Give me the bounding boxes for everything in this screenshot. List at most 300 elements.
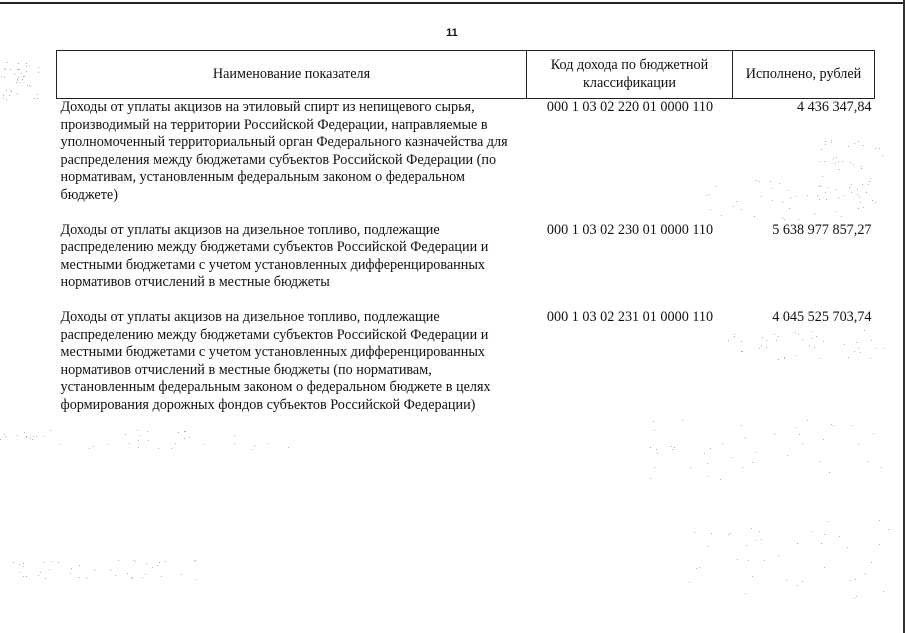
scan-speck: [115, 575, 116, 576]
scan-speck: [185, 431, 186, 432]
scan-speck: [858, 208, 859, 209]
scan-speck: [820, 358, 821, 359]
scan-speck: [829, 472, 830, 473]
scan-speck: [4, 69, 5, 70]
scan-speck: [710, 209, 711, 210]
scan-speck: [267, 443, 268, 444]
scan-speck: [863, 207, 864, 208]
scan-speck: [9, 95, 10, 96]
scan-speck: [836, 189, 837, 190]
scan-speck: [879, 148, 880, 149]
scan-speck: [107, 444, 108, 445]
scan-speck: [650, 478, 651, 479]
scan-speck: [19, 69, 20, 70]
scan-speck: [234, 443, 235, 444]
scan-speck: [30, 86, 31, 87]
header-name: Наименование показателя: [57, 51, 527, 99]
scan-speck: [171, 448, 172, 449]
header-code: Код дохода по бюджетной классификации: [527, 51, 733, 99]
scan-speck: [706, 195, 707, 196]
scan-speck: [774, 434, 775, 435]
scan-speck: [851, 192, 852, 193]
scan-speck: [132, 578, 133, 579]
scan-speck: [18, 63, 19, 64]
scan-speck: [761, 345, 762, 346]
scan-speck: [752, 462, 753, 463]
scan-speck: [131, 577, 132, 578]
scan-speck: [741, 425, 742, 426]
scan-speck: [728, 340, 729, 341]
scan-speck: [835, 211, 836, 212]
scan-speck: [707, 546, 708, 547]
scan-speck: [759, 531, 760, 532]
scan-speck: [18, 77, 19, 78]
scan-speck: [14, 74, 15, 75]
scan-speck: [778, 555, 779, 556]
scan-speck: [133, 560, 134, 561]
scan-speck: [32, 439, 33, 440]
scan-speck: [807, 195, 808, 196]
scan-speck: [654, 430, 655, 431]
scan-speck: [858, 444, 859, 445]
scan-speck: [833, 158, 834, 159]
scan-speck: [79, 577, 80, 578]
scan-speck: [746, 545, 747, 546]
scan-speck: [720, 479, 721, 480]
scan-speck: [23, 566, 24, 567]
scan-speck: [861, 168, 862, 169]
scan-speck: [836, 157, 837, 158]
scan-speck: [165, 561, 166, 562]
scan-speck: [93, 446, 94, 447]
scan-speck: [831, 424, 832, 425]
table-row: [57, 222, 875, 309]
scan-speck: [883, 591, 884, 592]
row-code: 000 1 03 02 230 01 0000 110: [546, 221, 714, 238]
scan-speck: [861, 166, 862, 167]
scan-speck: [787, 190, 788, 191]
scan-speck: [838, 161, 839, 162]
scan-speck: [26, 71, 27, 72]
scan-speck: [19, 82, 20, 83]
scan-speck: [824, 161, 825, 162]
scan-speck: [694, 532, 695, 533]
scan-speck: [809, 345, 810, 346]
scan-speck: [138, 440, 139, 441]
scan-speck: [3, 95, 4, 96]
scan-speck: [184, 438, 185, 439]
scan-speck: [696, 568, 697, 569]
scan-speck: [734, 336, 735, 337]
scan-speck: [848, 146, 849, 147]
scan-speck: [23, 563, 24, 564]
scan-speck: [774, 334, 775, 335]
scan-speck: [139, 435, 140, 436]
scan-speck: [37, 94, 38, 95]
scan-top-border: [0, 2, 905, 4]
table-header-row: [57, 51, 875, 99]
scan-speck: [671, 446, 672, 447]
row-code: 000 1 03 02 231 01 0000 110: [546, 308, 714, 325]
scan-speck: [797, 543, 798, 544]
scan-speck: [110, 570, 111, 571]
scan-speck: [790, 197, 791, 198]
scan-speck: [782, 218, 783, 219]
scan-speck: [759, 181, 760, 182]
scan-speck: [158, 448, 159, 449]
scan-speck: [10, 69, 11, 70]
scan-speck: [138, 447, 139, 448]
row-name: Доходы от уплаты акцизов на дизельное топливо, подлежащие распределению между бюджетами субъектов Российской Федерации и местными бюджетами с учетом установленных дифференцированных нормативов отчислений в местные бюджеты: [60, 221, 489, 291]
scan-speck: [814, 213, 815, 214]
scan-speck: [699, 567, 700, 568]
scan-speck: [732, 457, 733, 458]
scan-speck: [178, 432, 179, 433]
scan-speck: [17, 79, 18, 80]
scan-speck: [842, 161, 843, 162]
income-table: [56, 50, 875, 432]
scan-speck: [879, 544, 880, 545]
scan-speck: [194, 561, 195, 562]
scan-speck: [79, 565, 80, 566]
scan-speck: [759, 348, 760, 349]
scan-speck: [859, 196, 860, 197]
scan-speck: [17, 93, 18, 94]
scan-speck: [766, 340, 767, 341]
scan-speck: [776, 340, 777, 341]
scan-speck: [761, 539, 762, 540]
scan-speck: [161, 576, 162, 577]
scan-speck: [10, 90, 11, 91]
scan-speck: [824, 567, 825, 568]
scan-speck: [867, 461, 868, 462]
scan-speck: [36, 436, 37, 437]
scan-speck: [22, 79, 23, 80]
scan-speck: [118, 560, 119, 561]
scan-speck: [711, 533, 712, 534]
scan-speck: [871, 340, 872, 341]
scan-speck: [204, 444, 205, 445]
scan-speck: [86, 578, 87, 579]
scan-speck: [772, 200, 773, 201]
scan-speck: [798, 219, 799, 220]
scan-speck: [728, 534, 729, 535]
scan-speck: [888, 529, 889, 530]
scan-speck: [784, 219, 785, 220]
scan-speck: [863, 145, 864, 146]
scan-speck: [838, 197, 839, 198]
scan-speck: [766, 347, 767, 348]
scan-speck: [49, 569, 50, 570]
scan-speck: [799, 434, 800, 435]
row-amount: 5 638 977 857,27: [772, 221, 872, 238]
scan-speck: [858, 348, 859, 349]
scan-speck: [742, 351, 743, 352]
scan-speck: [94, 570, 95, 571]
scan-speck: [770, 181, 771, 182]
scan-speck: [821, 543, 822, 544]
scan-speck: [58, 562, 59, 563]
scan-speck: [851, 425, 852, 426]
scan-speck: [850, 162, 851, 163]
scan-speck: [820, 161, 821, 162]
scan-speck: [865, 573, 866, 574]
scan-speck: [764, 560, 765, 561]
scan-speck: [862, 184, 863, 185]
scan-speck: [817, 195, 818, 196]
scan-speck: [709, 194, 710, 195]
scan-speck: [125, 434, 126, 435]
scan-speck: [5, 436, 6, 437]
scan-speck: [730, 533, 731, 534]
scan-speck: [234, 435, 235, 436]
scan-speck: [811, 331, 812, 332]
scan-speck: [734, 334, 735, 335]
scan-speck: [722, 443, 723, 444]
scan-speck: [812, 531, 813, 532]
scan-speck: [18, 69, 19, 70]
scan-speck: [689, 582, 690, 583]
scan-speck: [0, 439, 1, 440]
scan-speck: [802, 443, 803, 444]
scan-speck: [195, 560, 196, 561]
scan-speck: [674, 447, 675, 448]
scan-speck: [653, 421, 654, 422]
scan-speck: [864, 330, 865, 331]
scan-speck: [823, 341, 824, 342]
scan-speck: [17, 80, 18, 81]
scan-speck: [873, 433, 874, 434]
scan-speck: [6, 99, 7, 100]
scan-speck: [860, 352, 861, 353]
scan-speck: [761, 196, 762, 197]
scan-speck: [853, 164, 854, 165]
scan-speck: [841, 216, 842, 217]
scan-speck: [50, 430, 51, 431]
scan-speck: [826, 199, 827, 200]
scan-speck: [866, 192, 867, 193]
scan-speck: [825, 144, 826, 145]
scan-speck: [762, 337, 763, 338]
scan-speck: [827, 521, 828, 522]
scan-speck: [60, 444, 61, 445]
scan-speck: [24, 76, 25, 77]
scan-speck: [19, 572, 20, 573]
scan-speck: [816, 336, 817, 337]
scan-speck: [38, 67, 39, 68]
scan-speck: [742, 467, 743, 468]
scan-speck: [129, 443, 130, 444]
scan-speck: [848, 357, 849, 358]
scan-speck: [851, 184, 852, 185]
scan-speck: [5, 68, 6, 69]
table-row: [57, 309, 875, 432]
scan-speck: [818, 186, 819, 187]
scan-speck: [870, 178, 871, 179]
table-row: [57, 99, 875, 222]
row-name: Доходы от уплаты акцизов на этиловый спирт из непищевого сырья, производимый на территории Российской Федерации, направляемые в уполномоченный территориальный орган Федерального казначейства для распределения между бюджетами субъектов Российской Федерации (по нормативам, установленным федеральным законом о федеральном бюджете): [60, 99, 508, 203]
scan-speck: [779, 183, 780, 184]
scan-speck: [784, 357, 785, 358]
scan-speck: [690, 467, 691, 468]
scan-speck: [755, 540, 756, 541]
scan-speck: [45, 578, 46, 579]
scan-speck: [657, 453, 658, 454]
scan-speck: [71, 568, 72, 569]
scan-speck: [857, 189, 858, 190]
scan-speck: [828, 187, 829, 188]
scan-speck: [6, 90, 7, 91]
scan-speck: [16, 82, 17, 83]
scan-speck: [733, 206, 734, 207]
scan-speck: [4, 434, 5, 435]
scan-speck: [823, 439, 824, 440]
scan-speck: [27, 85, 28, 86]
scan-speck: [751, 528, 752, 529]
scan-speck: [3, 97, 4, 98]
scan-speck: [782, 202, 783, 203]
scan-speck: [21, 73, 22, 74]
scan-speck: [24, 432, 25, 433]
scan-speck: [843, 195, 844, 196]
scan-speck: [656, 449, 657, 450]
scan-speck: [825, 192, 826, 193]
scan-speck: [839, 169, 840, 170]
scan-speck: [26, 66, 27, 67]
scan-speck: [850, 580, 851, 581]
scan-speck: [849, 187, 850, 188]
scan-speck: [821, 186, 822, 187]
scan-speck: [787, 455, 788, 456]
scan-speck: [152, 567, 153, 568]
scan-speck: [789, 208, 790, 209]
scan-speck: [4, 77, 5, 78]
scan-speck: [796, 355, 797, 356]
scan-speck: [43, 562, 44, 563]
scan-speck: [786, 580, 787, 581]
scan-speck: [175, 443, 176, 444]
scan-speck: [756, 180, 757, 181]
scan-speck: [784, 358, 785, 359]
scan-speck: [707, 463, 708, 464]
scan-speck: [797, 585, 798, 586]
scan-speck: [811, 338, 812, 339]
scan-speck: [741, 341, 742, 342]
scan-speck: [824, 534, 825, 535]
scan-speck: [40, 572, 41, 573]
scan-speck: [822, 176, 823, 177]
scan-speck: [854, 351, 855, 352]
scan-speck: [748, 560, 749, 561]
scan-speck: [159, 562, 160, 563]
scan-speck: [736, 201, 737, 202]
scan-speck: [814, 347, 815, 348]
scan-speck: [876, 348, 877, 349]
scan-speck: [754, 216, 755, 217]
scan-speck: [17, 435, 18, 436]
scan-speck: [70, 573, 71, 574]
scan-speck: [721, 215, 722, 216]
scan-speck: [147, 431, 148, 432]
scan-speck: [860, 202, 861, 203]
scan-speck: [879, 520, 880, 521]
scan-speck: [7, 62, 8, 63]
scan-speck: [682, 420, 683, 421]
scan-speck: [26, 576, 27, 577]
scan-speck: [756, 452, 757, 453]
scan-speck: [778, 336, 779, 337]
scan-speck: [254, 445, 255, 446]
scan-speck: [821, 149, 822, 150]
scan-speck: [883, 348, 884, 349]
page-number: 11: [446, 27, 458, 39]
scan-speck: [795, 196, 796, 197]
scan-speck: [146, 563, 147, 564]
scan-speck: [741, 209, 742, 210]
scan-speck: [29, 85, 30, 86]
scan-speck: [819, 199, 820, 200]
scan-speck: [142, 577, 143, 578]
scan-speck: [145, 574, 146, 575]
scan-speck: [752, 576, 753, 577]
scan-speck: [745, 593, 746, 594]
scan-speck: [19, 564, 20, 565]
scan-speck: [855, 579, 856, 580]
scan-speck: [854, 598, 855, 599]
scan-speck: [881, 467, 882, 468]
scan-speck: [833, 425, 834, 426]
scan-speck: [835, 163, 836, 164]
scan-speck: [288, 447, 289, 448]
scan-speck: [189, 437, 190, 438]
scan-speck: [831, 140, 832, 141]
row-amount: 4 045 525 703,74: [772, 308, 872, 325]
scan-speck: [795, 332, 796, 333]
scan-speck: [704, 453, 705, 454]
scan-speck: [672, 449, 673, 450]
row-name: Доходы от уплаты акцизов на дизельное топливо, подлежащие распределению между бюджетами субъектов Российской Федерации и местными бюджетами с учетом установленных дифференцированных нормативов отчислений в местные бюджеты (по нормативам, установленным федеральным законом о федеральном бюджете в целях формирования дорожных фондов субъектов Российской Федерации): [60, 308, 491, 413]
scan-speck: [778, 359, 779, 360]
scan-speck: [184, 431, 185, 432]
scan-speck: [882, 155, 883, 156]
scan-speck: [127, 573, 128, 574]
scan-speck: [181, 574, 182, 575]
scan-speck: [37, 98, 38, 99]
scan-speck: [839, 536, 840, 537]
scan-speck: [11, 91, 12, 92]
scan-speck: [195, 579, 196, 580]
scan-speck: [858, 141, 859, 142]
scan-speck: [30, 438, 31, 439]
scan-speck: [29, 65, 30, 66]
scan-speck: [856, 596, 857, 597]
scan-speck: [802, 581, 803, 582]
scan-speck: [857, 194, 858, 195]
scan-speck: [707, 476, 708, 477]
scan-speck: [798, 334, 799, 335]
scan-speck: [710, 448, 711, 449]
scan-speck: [825, 141, 826, 142]
scan-speck: [34, 98, 35, 99]
scan-speck: [52, 561, 53, 562]
scan-speck: [796, 427, 797, 428]
scan-speck: [802, 339, 803, 340]
scan-speck: [854, 143, 855, 144]
scan-speck: [831, 142, 832, 143]
scan-speck: [26, 437, 27, 438]
scan-speck: [26, 63, 27, 64]
scan-speck: [38, 575, 39, 576]
